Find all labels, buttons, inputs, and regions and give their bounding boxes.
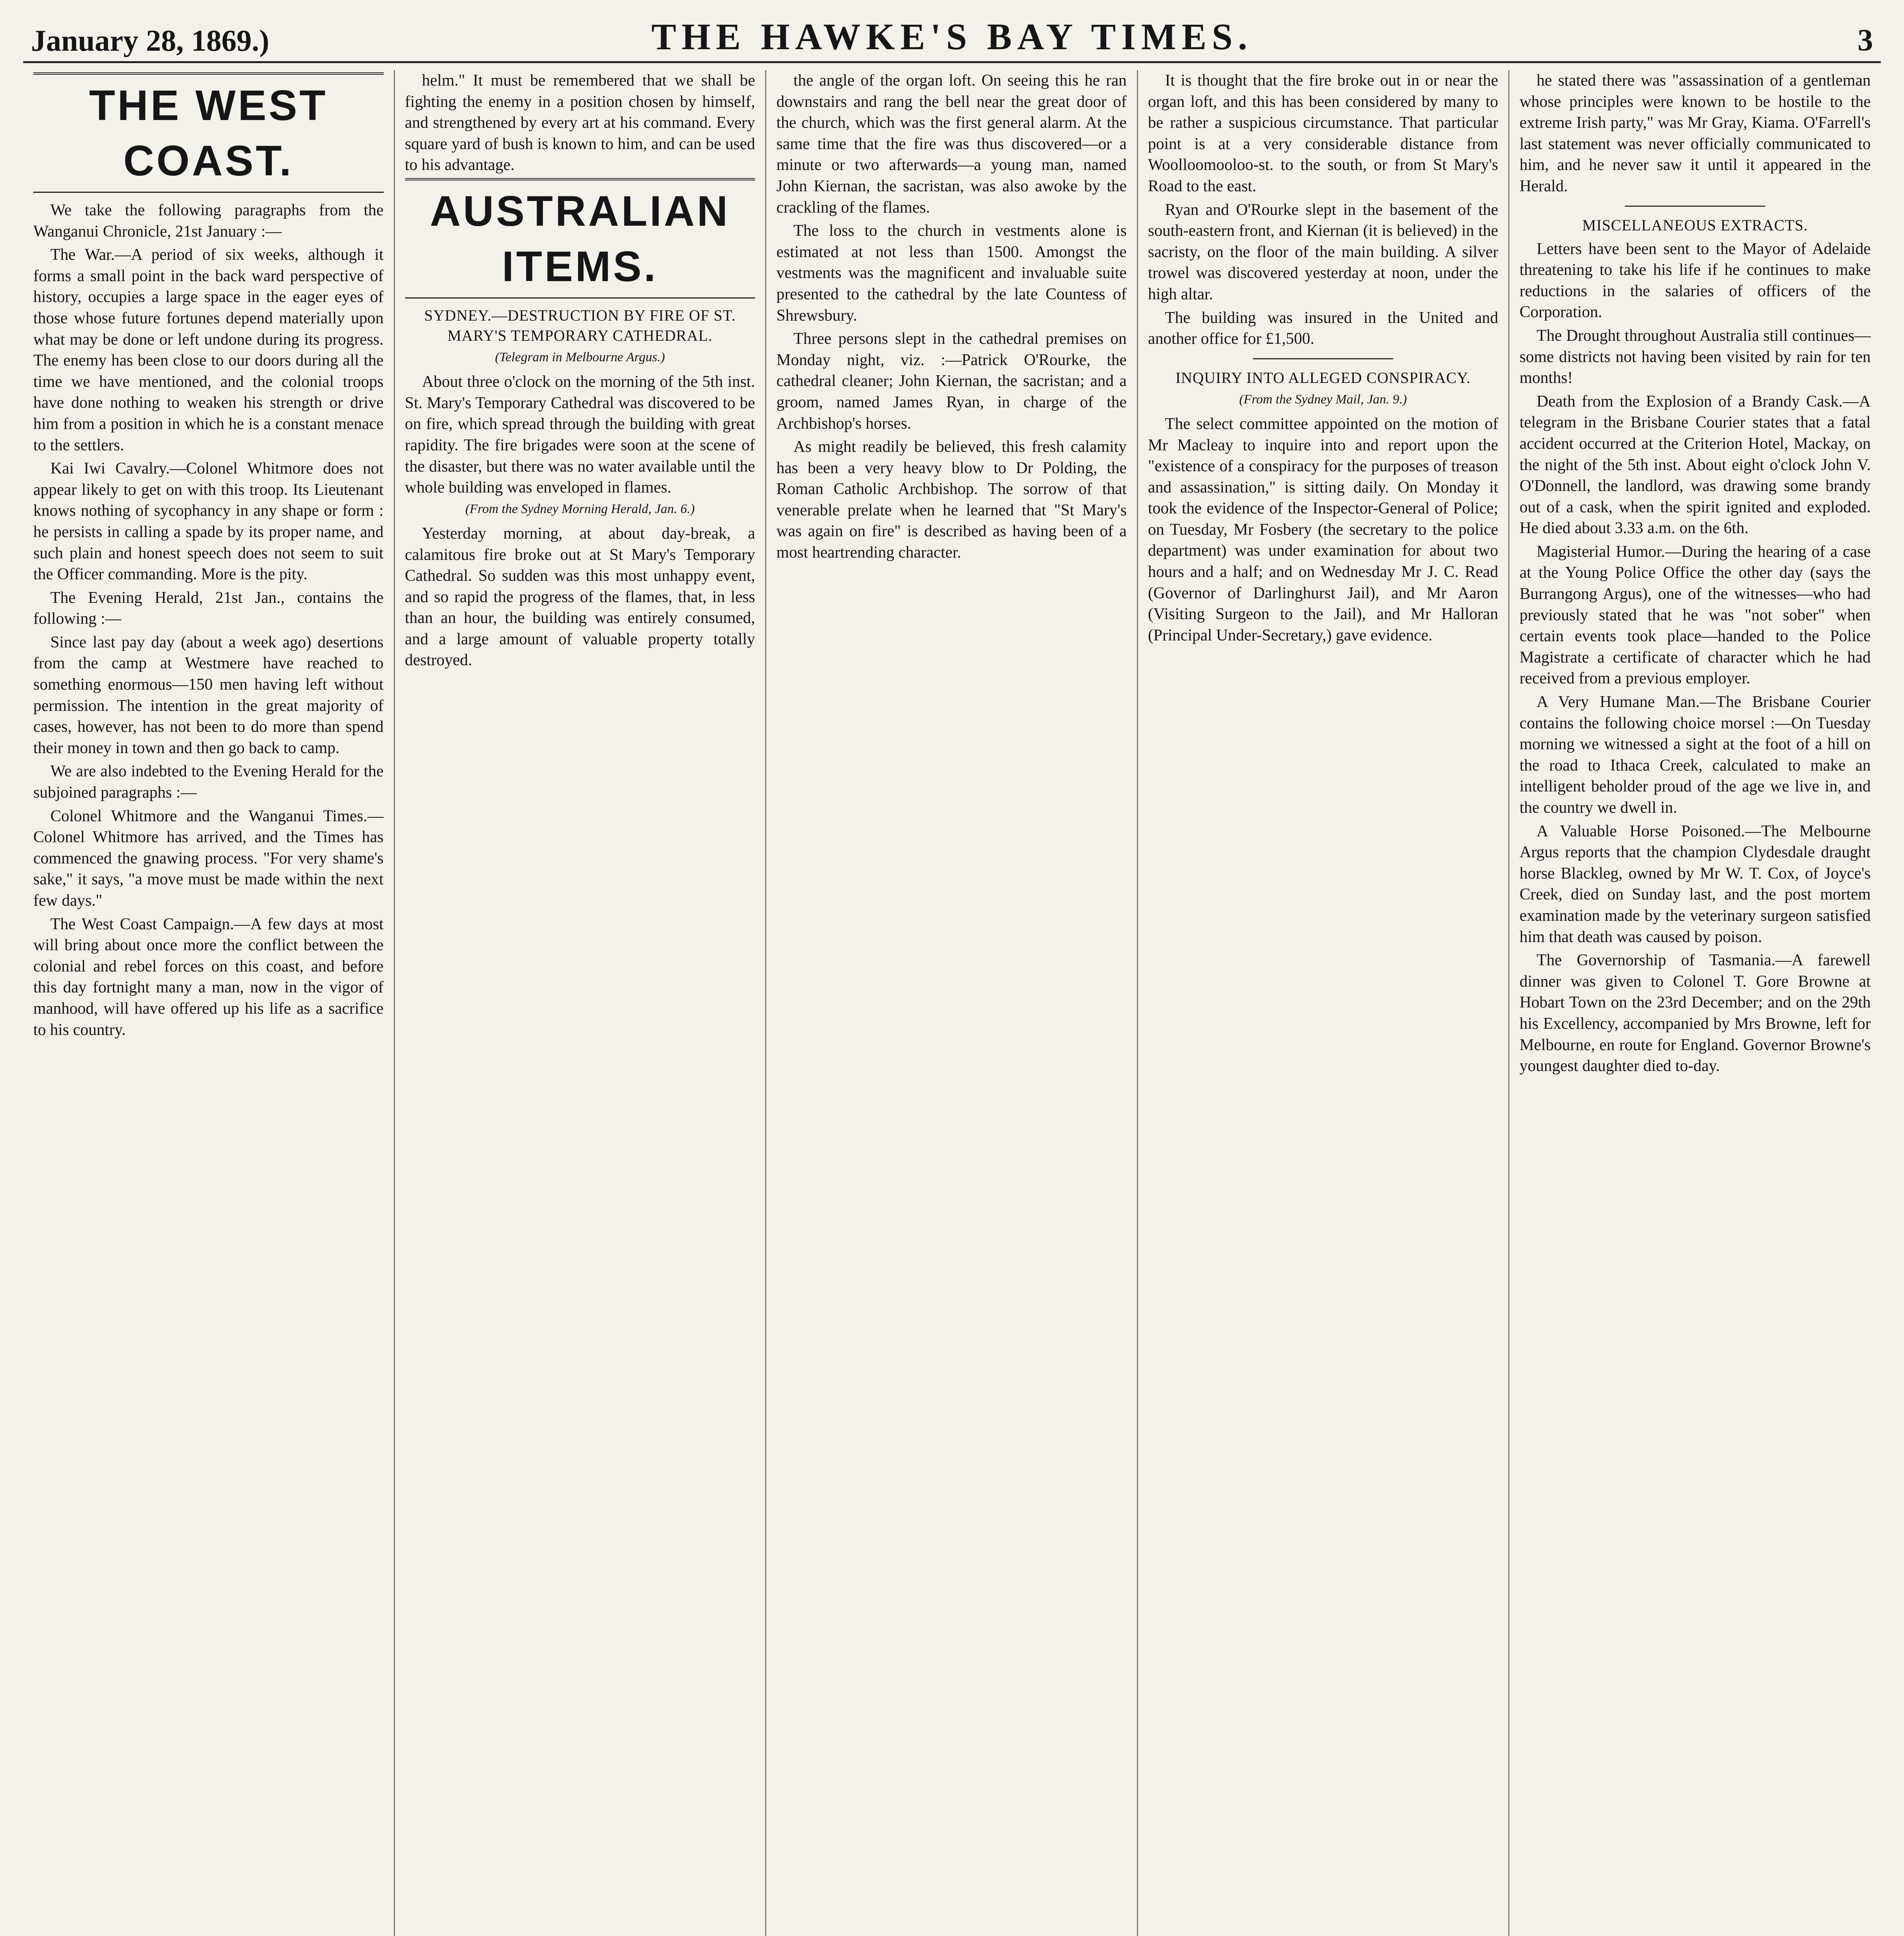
columns <box>23 70 1881 1936</box>
issue-date: January 28, 1869.) <box>31 24 270 57</box>
wanganui-times-paragraph: Colonel Whitmore and the Wanganui Times.—Colonel Whitmore has arrived, and the Times has commenced the gnawing process. "For very shame's sake," it says, "a move must be made within the next few days." <box>33 807 384 910</box>
cause-paragraph: It is thought that the fire broke out in or near the organ loft, and this has been considered by many to be rather a suspicious circumstance. That particular point is at a very considerable distance from Woolloomooloo-st. to the south, or from St Mary's Road to the east. <box>1148 72 1499 195</box>
magisterial-humor-paragraph: Magisterial Humor.—During the hearing of a case at the Young Police Office the other day (says the Burrangong Argus), one of the witnesses—who had previously stated that he was "not sober" when certain events took place—handed to the Police Magistrate a certificate of character which he had received from a previous employer. <box>1519 542 1871 688</box>
vestments-paragraph: The loss to the church in vestments alone is estimated at not less than 1500. Amongst the vestments was the magnificent and invaluable suite presented to the cathedral by the late Countess of Shrewsbury. <box>776 222 1127 324</box>
masthead <box>23 15 1881 63</box>
about-paragraph: About three o'clock on the morning of the 5th inst. St. Mary's Temporary Cathedral was discovered to be on fire, which spread through the building with great rapidity. The fire brigades were soon at the scene of the disaster, but there was no water available until the whole building was enveloped in flames. <box>405 373 755 497</box>
kai-iwi-paragraph: Kai Iwi Cavalry.—Colonel Whitmore does not appear likely to get on with this troop. Its Lieutenant knows nothing of sycophancy in any shape or form : he persists in calling a spade by its proper name, and such plain and honest speech does not seem to suit the Officer commanding. More is the pity. <box>33 460 384 584</box>
desertions-paragraph: Since last pay day (about a week ago) desertions from the camp at Westmere have reached to something enormous—150 men having left without permission. The intention in the great majority of cases, however, has not been to do more than spend their money in town and then go back to camp. <box>33 633 384 757</box>
section-rule <box>1625 206 1765 207</box>
war-paragraph: The War.—A period of six weeks, although it forms a small point in the back ward perspective of history, occupies a large space in the eager eyes of those whose future fortunes depend materially upon what may be done or left undone during its progress. The enemy has been close to our doors during all the time we have mentioned, and the colonial troops have done nothing to weaken his strength or drive him from a position in which he is a constant menace to the settlers. <box>33 246 384 454</box>
sydney-fire-subhead: SYDNEY.—DESTRUCTION BY FIRE OF ST. MARY'S TEMPORARY CATHEDRAL. <box>424 306 736 344</box>
letters-paragraph: Letters have been sent to the Mayor of Adelaide threatening to take his life if he continues to make reductions in the salaries of officers of the Corporation. <box>1519 240 1871 321</box>
ryan-paragraph: Ryan and O'Rourke slept in the basement of the south-eastern front, and Kiernan (it is believed) in the sacristy, on the floor of the main building. A silver trowel was discovered yesterday at noon, under the high altar. <box>1148 201 1499 303</box>
humane-man-paragraph: A Very Humane Man.—The Brisbane Courier contains the following choice morsel :—On Tuesday morning we witnessed a sight at the foot of a hill on the road to Ithaca Creek, calculated to make an intelligent beholder proud of the age we live in, and the country we dwell in. <box>1519 693 1871 817</box>
drought-paragraph: The Drought throughout Australia still continues—some districts not having been visited by rain for ten months! <box>1519 326 1871 387</box>
horse-poisoned-paragraph: A Valuable Horse Poisoned.—The Melbourne Argus reports that the champion Clydesdale draught horse Blackleg, owned by Mr W. T. Cox, of Joyce's Creek, died on Sunday last, and the post mortem examination made by the veterinary surgeon satisfied him that death was caused by poison. <box>1519 822 1871 946</box>
column-5 <box>1509 70 1881 1936</box>
column-4 <box>1138 70 1510 1936</box>
argus-source: (Telegram in Melbourne Argus.) <box>495 350 665 364</box>
column-1 <box>23 70 395 1936</box>
indebted-paragraph: We are also indebted to the Evening Herald for the subjoined paragraphs :— <box>33 762 384 802</box>
intro-paragraph: We take the following paragraphs from the Wanganui Chronicle, 21st January :— <box>33 201 384 240</box>
campaign-paragraph: The West Coast Campaign.—A few days at most will bring about once more the conflict between the colonial and rebel forces on this coast, and before this day fortnight many a man, now in the vigor of manhood, will have offered up his life as a sacrifice to his country. <box>33 915 384 1039</box>
continued-paragraph: he stated there was "assassination of a gentleman whose principles were known to be hostile to the extreme Irish party," was Mr Gray, Kiama. O'Farrell's last statement was never officially communicated to him, and he never saw it until it appeared in the Herald. <box>1519 72 1871 195</box>
select-committee-paragraph: The select committee appointed on the motion of Mr Macleay to inquire into and report upon the "existence of a conspiracy for the purposes of treason and assassination," is sitting daily. On Monday it took the evidence of the Inspector-General of Police; on Tuesday, Mr Fosbery (the secretary to the police department) was under examination for about two hours and a half; and on Wednesday Mr J. C. Read (Governor of Darlinghurst Jail), and Mr Aaron (Visiting Surgeon to the Jail), and Mr Halloran (Principal Under-Secretary,) gave evidence. <box>1148 415 1499 644</box>
section-rule <box>1253 358 1393 359</box>
end-paragraph: As might readily be believed, this fresh calamity has been a very heavy blow to Dr Polding, the Roman Catholic Archbishop. The sorrow of that venerable prelate when he learned that "St Mary's was again on fire" is described as having been of a most heartrending character. <box>776 438 1127 562</box>
brandy-cask-paragraph: Death from the Explosion of a Brandy Cask.—A telegram in the Brisbane Courier states that a fatal accident occurred at the Criterion Hotel, Mackay, on the night of the 5th inst. About eight o'clock John V. O'Donnell, the landlord, was drawing some brandy out of a cask, when the spirit ignited and exploded. He died about 3.33 a.m. on the 6th. <box>1519 392 1871 537</box>
continued-paragraph: helm." It must be remembered that we shall be fighting the enemy in a position chosen by himself, and strengthened by every art at his command. Every square yard of bush is known to him, and can be used to his advantage. <box>405 72 755 174</box>
west-coast-headline: THE WEST COAST. <box>33 72 384 193</box>
mail-source: (From the Sydney Mail, Jan. 9.) <box>1239 392 1407 407</box>
evening-herald-paragraph: The Evening Herald, 21st Jan., contains the following :— <box>33 589 384 628</box>
yesterday-paragraph: Yesterday morning, at about day-break, a calamitous fire broke out at St Mary's Temporary Cathedral. So sudden was this most unhappy event, and so rapid the progress of the flames, that, in less than an hour, the building was entirely consumed, and a large amount of valuable property totally destroyed. <box>405 524 755 669</box>
australian-items-headline: AUSTRALIAN ITEMS. <box>405 178 755 299</box>
miscellaneous-head: MISCELLANEOUS EXTRACTS. <box>1582 216 1808 234</box>
conspiracy-subhead: INQUIRY INTO ALLEGED CONSPIRACY. <box>1175 369 1471 386</box>
organ-paragraph: the angle of the organ loft. On seeing this he ran downstairs and rang the bell near the great door of the church, which was the first general alarm. At the same time that the fire was thus discovered—or a minute or two afterwards—a young man, named John Kiernan, the sacristan, was also awoke by the crackling of the flames. <box>776 72 1127 216</box>
column-3 <box>766 70 1138 1936</box>
newspaper-title: THE HAWKE'S BAY TIMES. <box>651 16 1253 57</box>
herald-source: (From the Sydney Morning Herald, Jan. 6.) <box>465 501 695 516</box>
page-number: 3 <box>1858 23 1873 57</box>
tasmania-paragraph: The Governorship of Tasmania.—A farewell dinner was given to Colonel T. Gore Browne at Hobart Town on the 23rd December; and on the 29th his Excellency, accompanied by Mrs Browne, left for Melbourne, en route for England. Governor Browne's youngest daughter died to-day. <box>1519 951 1871 1075</box>
column-2 <box>395 70 767 1936</box>
insured-paragraph: The building was insured in the United and another office for £1,500. <box>1148 309 1499 348</box>
escape-paragraph: Three persons slept in the cathedral premises on Monday night, viz. :—Patrick O'Rourke, the cathedral cleaner; John Kiernan, the sacristan; and a groom, named James Ryan, in charge of the Archbishop's horses. <box>776 330 1127 433</box>
